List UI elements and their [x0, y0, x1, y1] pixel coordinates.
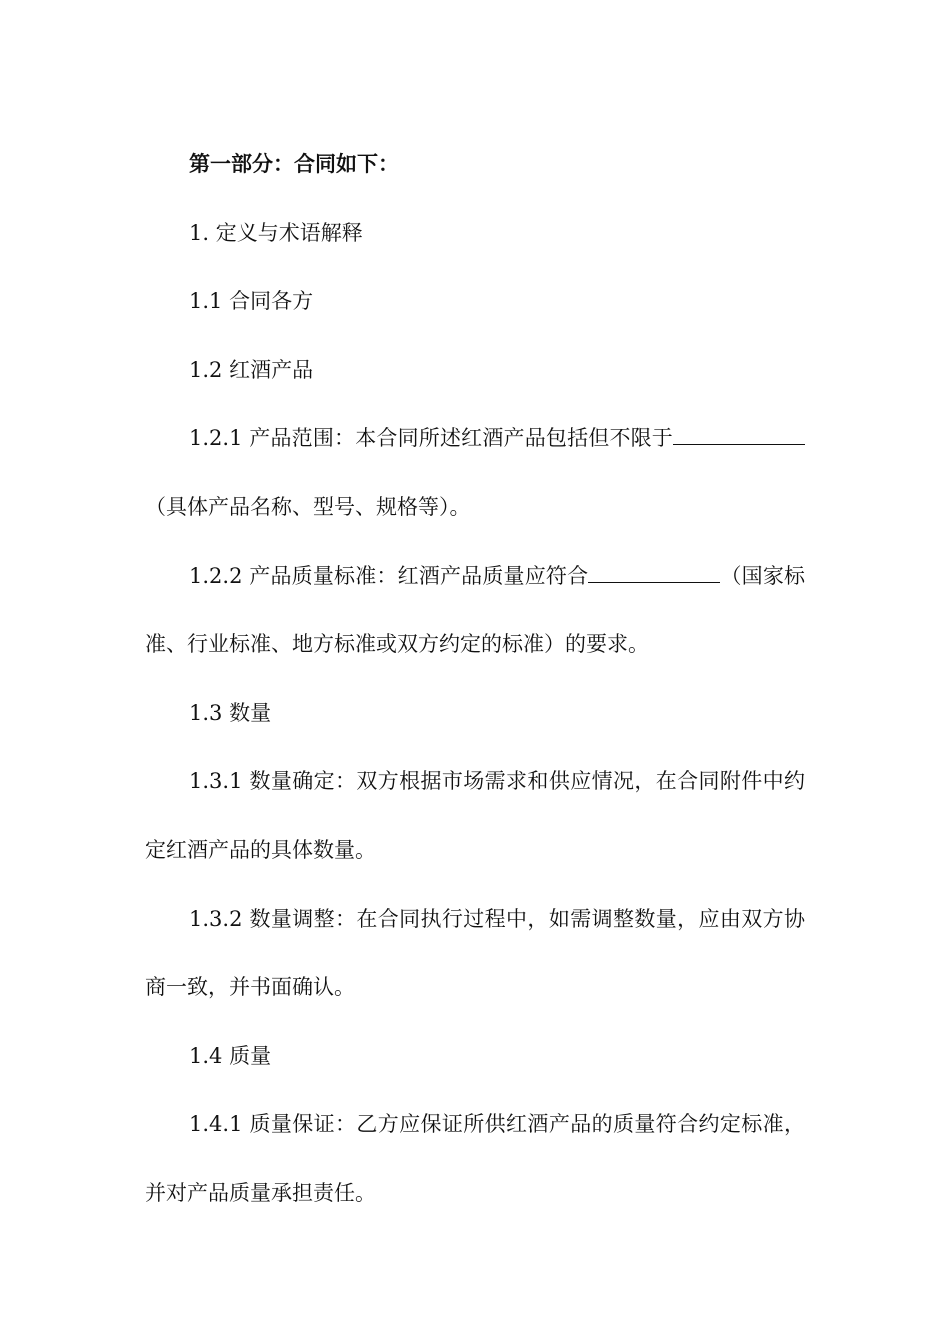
section-1-1: 1.1 合同各方 [189, 289, 314, 314]
fill-in-blank-product-range-cont [771, 423, 805, 445]
fill-in-blank-product-range [673, 423, 771, 445]
section-1-3: 1.3 数量 [189, 700, 272, 725]
document-body [145, 130, 805, 1228]
section-1-2: 1.2 红酒产品 [189, 357, 314, 382]
part-heading: 第一部分：合同如下： [189, 151, 399, 176]
section-1-2-2-text: 1.2.2 产品质量标准：红酒产品质量应符合 [189, 563, 589, 588]
fill-in-blank-quality-standard [588, 561, 720, 583]
section-1-4: 1.4 质量 [189, 1043, 272, 1068]
section-1-4-1: 1.4.1 质量保证：乙方应保证所供红酒产品的质量符合约定标准，并对产品质量承担责任。 [145, 1112, 805, 1205]
section-1-2-1 [145, 404, 805, 541]
section-1-3-2: 1.3.2 数量调整：在合同执行过程中，如需调整数量，应由双方协商一致，并书面确认。 [145, 906, 805, 1000]
section-1-2-1-text: 1.2.1 产品范围：本合同所述红酒产品包括但不限于 [189, 426, 673, 451]
section-1-3-1: 1.3.1 数量确定：双方根据市场需求和供应情况，在合同附件中约定红酒产品的具体数量。 [145, 769, 805, 862]
section-1-2-2-tail: （国家标准、行业标准、地方标准或双方约定的标准）的要求。 [145, 563, 806, 657]
section-1-2-1-tail: （具体产品名称、型号、规格等）。 [145, 494, 471, 519]
section-1: 1. 定义与术语解释 [189, 220, 363, 245]
section-1-2-2 [145, 542, 805, 679]
